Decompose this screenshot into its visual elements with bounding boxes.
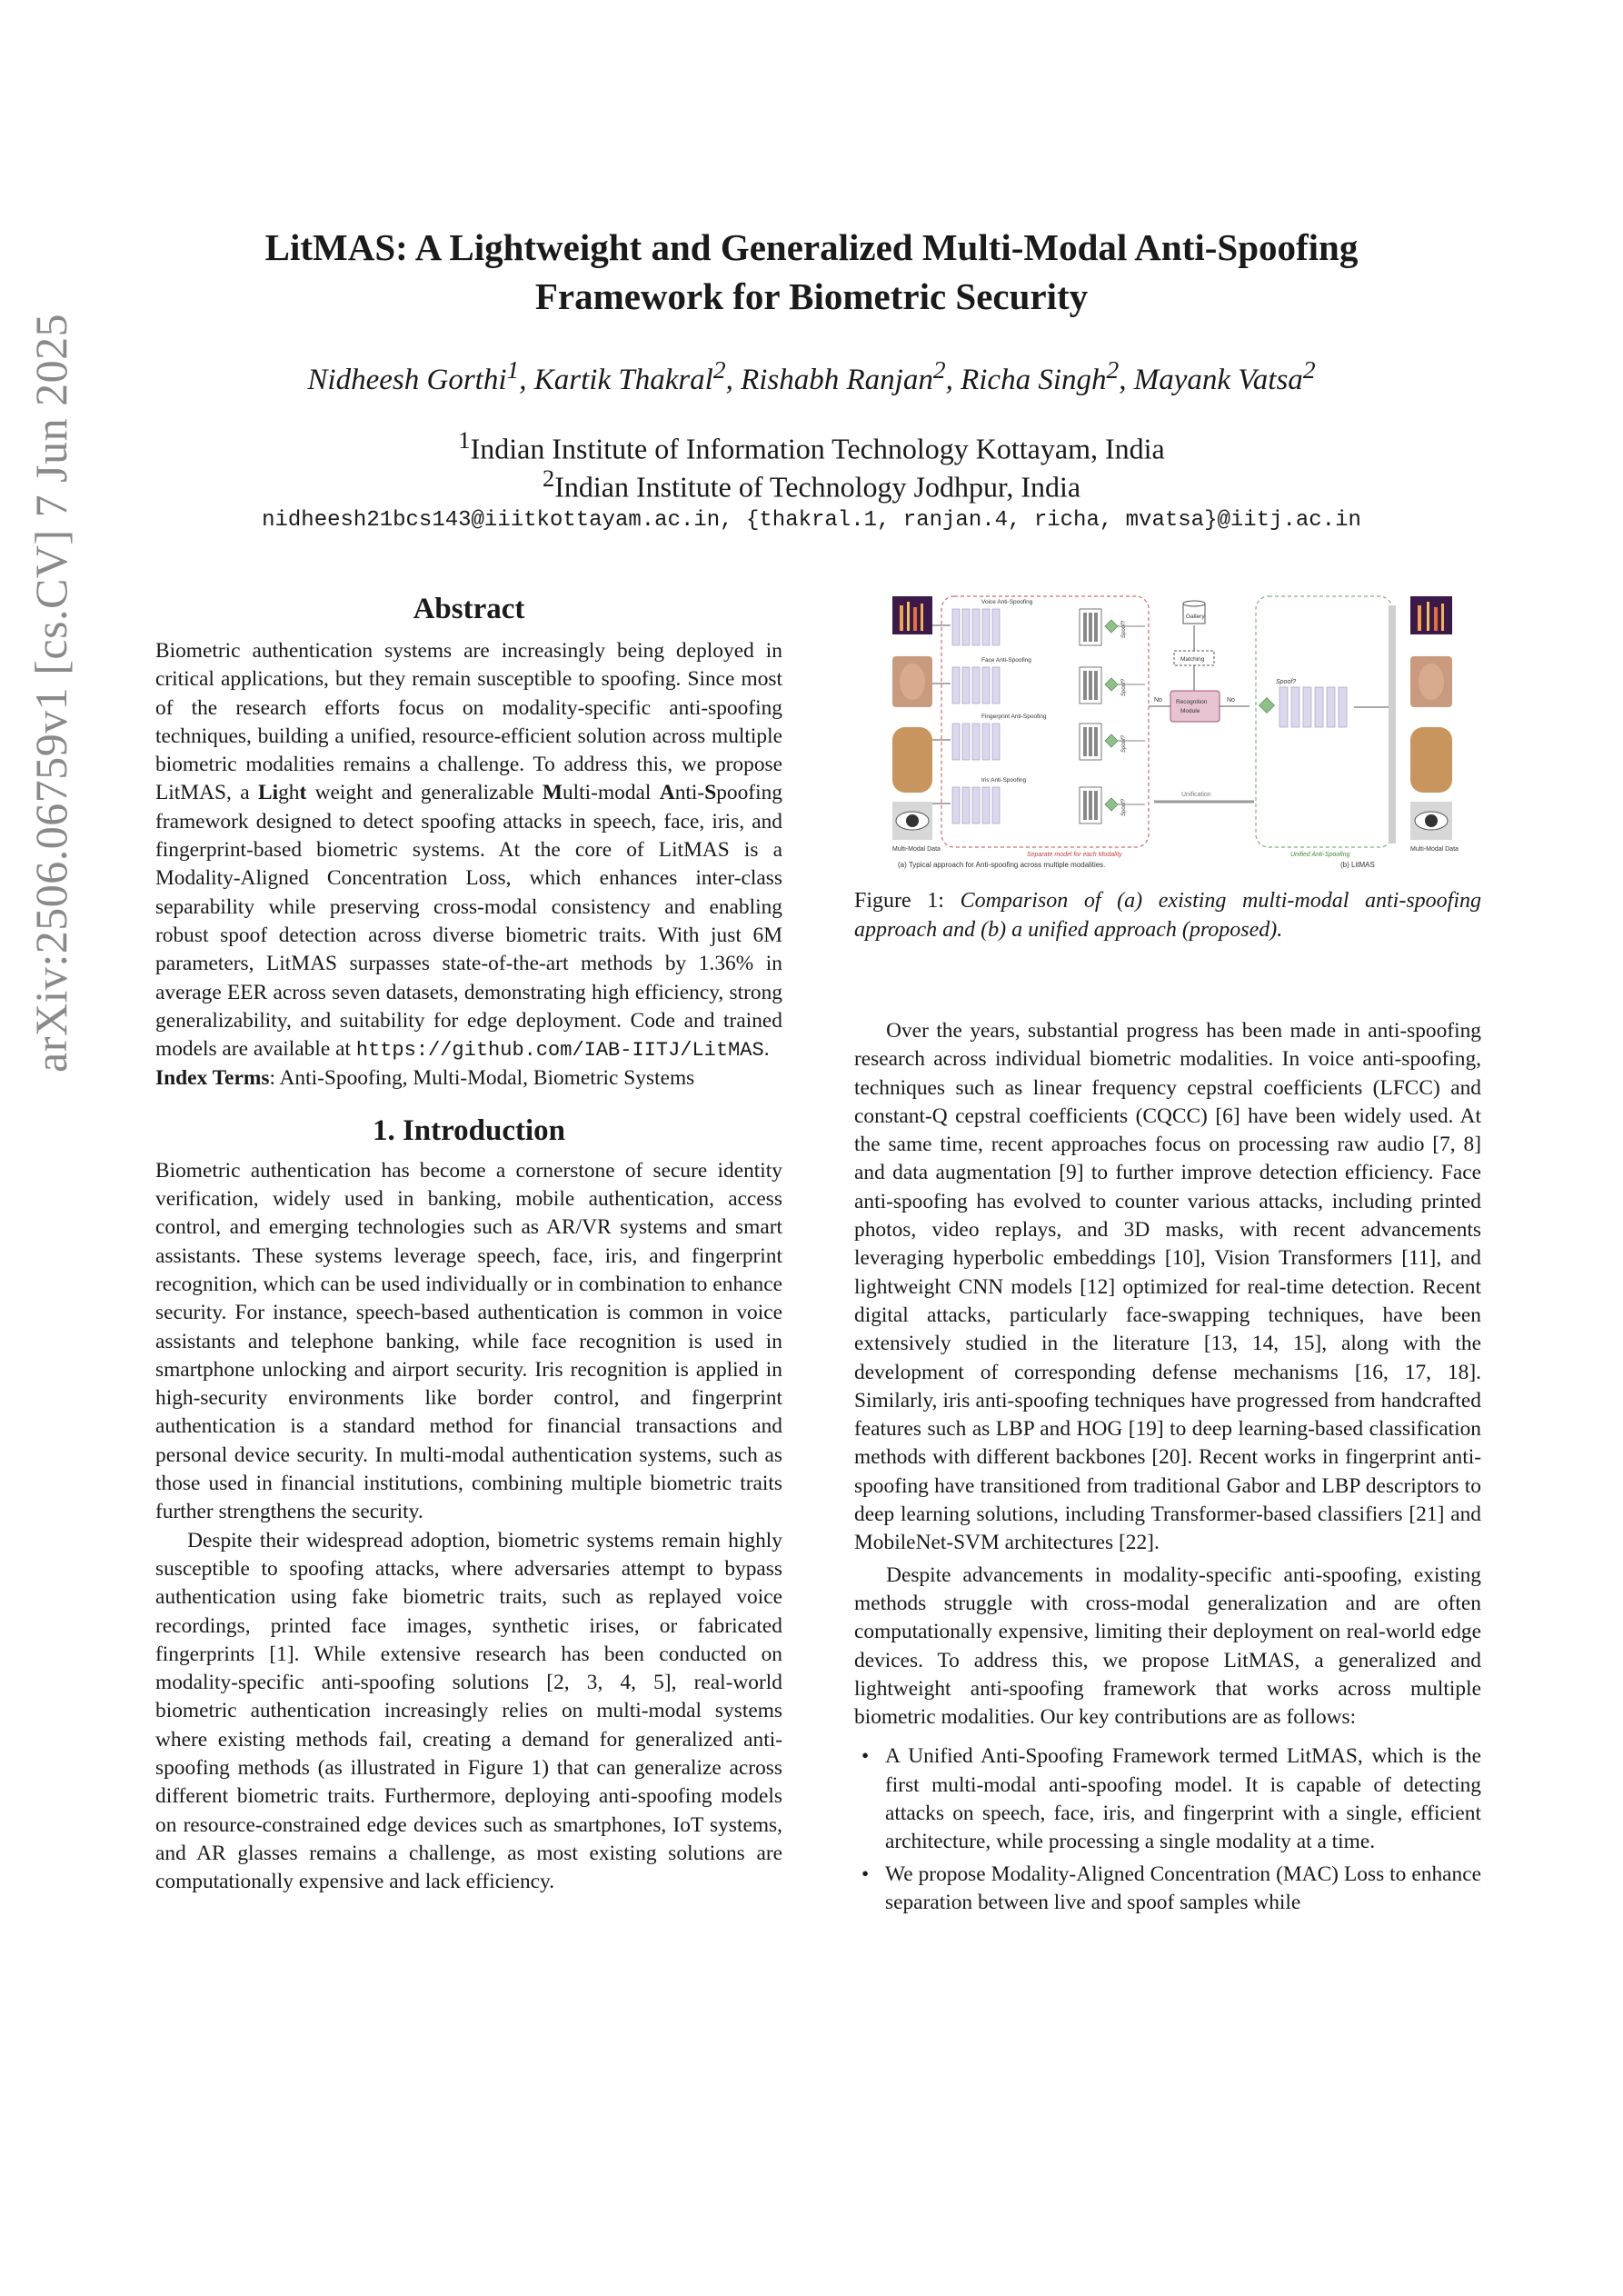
spoof-question: Spoof? [1121,734,1127,753]
title-line-1: LitMAS: A Lightweight and Generalized Multi-Modal Anti-Spoofing [264,226,1359,268]
classifier-bar [1083,671,1087,700]
affiliation-2: $^2$Indian Institute of Technology Jodhpur, India [542,464,1081,504]
gallery-label: Gallery [1186,614,1205,620]
spectrogram-image-right [1410,596,1452,634]
unified-encoder-block [1315,687,1323,727]
left-column [155,588,782,1896]
classifier-bar [1089,791,1092,820]
unified-encoder-block [1291,687,1299,727]
classifier-bar [1094,613,1098,642]
spoof-question: Spoof? [1121,798,1127,816]
unified-decision-icon [1260,698,1275,714]
intro-paragraph-1: Biometric authentication has become a cornerstone of secure identity verification, widely used in banking, mobile authentication, access control, and emerging technologies such as AR/VR systems and smart assistants. These systems leverage speech, face, iris, and fingerprint recognition, which can be used individually or in combination to enhance security. For instance, speech-based authentication is common in voice assistants and telephone banking, while face recognition is used in smartphone unlocking and airport security. Iris recognition is applied in high-security environments like border control, and fingerprint authentication is a standard method for financial transactions and personal device security. In multi-modal authentication systems, such as those used in financial institutions, combining multiple biometric traits further strengthens the security. [155,1158,782,1524]
subfigure-b-label: (b) LitMAS [1340,861,1375,869]
spoof-question: Spoof? [1121,620,1127,638]
encoder-block [972,787,980,824]
encoder-block [952,787,960,824]
abstract-heading: Abstract [413,593,525,625]
author: Nidheesh Gorthi$^1$ [307,355,520,396]
encoder-block [952,667,960,704]
encoder-block [982,667,990,704]
matching-label: Matching [1180,656,1205,663]
subfigure-a-label: (a) Typical approach for Anti-spoofing across multiple modalities. [898,861,1106,869]
encoder-block [982,724,990,760]
encoder-block [952,609,960,645]
spoof-question-unified: Spoof? [1276,679,1297,685]
encoder-block [992,667,1000,704]
unified-model-box [1256,596,1392,847]
figure-1-caption: Figure 1: Comparison of (a) existing multi-modal anti-spoofing approach and (b) a unified approach (proposed). [854,889,1482,942]
encoder-block [952,724,960,760]
contribution-item: • A Unified Anti-Spoofing Framework termed LitMAS, which is the first multi-modal anti-spoofing model. It is capable of detecting attacks on speech, face, iris, and fingerprint with a single, efficient architecture, while processing a single modality at a time. [854,1742,1481,1856]
branch-label: Iris Anti-Spoofing [981,777,1027,784]
intro-paragraph-4: Despite advancements in modality-specific anti-spoofing, existing methods struggle with cross-modal generalization and are often computationally expensive, limiting their deployment on real-world edge devices. To address this, we propose LitMAS, a generalized and lightweight anti-spoofing framework that works across multiple biometric modalities. Our key contributions are as follows: [854,1562,1481,1730]
unified-note: Unified Anti-Spoofing [1290,852,1350,858]
affiliation-1: $^1$Indian Institute of Information Technology Kottayam, India [458,426,1165,465]
recognition-module [1170,691,1220,722]
author: Richa Singh$^2$ [961,355,1120,396]
no-label-right: No [1227,697,1235,704]
encoder-block [982,787,990,824]
classifier-bar [1089,671,1092,700]
encoder-block [972,609,980,645]
figure-1-diagram [891,593,1481,870]
introduction-heading: 1. Introduction [372,1113,566,1147]
abstract-text: Biometric authentication systems are increasingly being deployed in critical applications, but they remain susceptible to spoofing. Since most of the research efforts focus on modality-specific anti-spoofing techniques, building a unified, resource-efficient solution across multiple biometric modalities remains a challenge. To address this, we propose LitMAS, a Light weight and generalizable Multi-modal Anti-Spoofing framework designed to detect spoofing attacks in speech, face, iris, and fingerprint-based biometric systems. At the core of LitMAS is a Modality-Aligned Concentration Loss, which enhances inter-class separability while preserving cross-modal consistency and enabling robust spoof detection across diverse biometric traits. With just 6M parameters, LitMAS surpasses state-of-the-art methods by 1.36% in average EER across seven datasets, demonstrating high efficiency, strong generalizability, and suitability for edge deployment. Code and trained models are available at https://github.com/IAB-IITJ/LitMAS. [155,639,782,1063]
encoder-block [962,787,970,824]
classifier-bar [1083,727,1087,756]
code-link[interactable]: https://github.com/IAB-IITJ/LitMAS [355,1039,764,1063]
encoder-block [992,609,1000,645]
unified-encoder-block [1279,687,1288,727]
encoder-block [962,724,970,760]
index-terms: Index Terms: Anti-Spoofing, Multi-Modal, Biometric Systems [155,1066,695,1091]
branch-label: Face Anti-Spoofing [981,657,1031,664]
unified-encoder-block [1339,687,1347,727]
encoder-block [992,724,1000,760]
classifier-bar [1089,613,1092,642]
contribution-item: • We propose Modality-Aligned Concentration (MAC) Loss to enhance separation between live and spoof samples while [854,1861,1481,1918]
fingerprint-image [892,727,932,793]
figure-1 [891,593,1481,870]
title-line-2: Framework for Biometric Security [534,275,1089,317]
right-data-label: Multi-Modal Data [1410,846,1459,853]
arxiv-identifier: arXiv:2506.06759v1 [cs.CV] 7 Jun 2025 [25,313,76,1073]
classifier-bar [1083,791,1087,820]
separate-models-note: Separate model for each Modality [1027,852,1122,858]
intro-paragraph-3: Over the years, substantial progress has been made in anti-spoofing research across individual biometric modalities. In voice anti-spoofing, techniques such as linear frequency cepstral coefficients (LFCC) and constant-Q cepstral coefficients (CQCC) [6] have been widely used. At the same time, recent approaches focus on processing raw audio [7, 8] and data augmentation [9] to further improve detection efficiency. Face anti-spoofing has evolved to counter various attacks, including printed photos, video replays, and 3D masks, with recent advancements leveraging hyperbolic embeddings [10], Vision Transformers [11], and lightweight CNN models [12] optimized for real-time detection. Recent digital attacks, particularly face-swapping techniques, have been extensively studied in the literature [13, 14, 15], along with the development of corresponding defense mechanisms [16, 17, 18]. Similarly, iris anti-spoofing techniques have progressed from handcrafted features such as LBP and HOG [19] to deep learning-based classification methods with different backbones [20]. Recent works in fingerprint anti-spoofing have transitioned from traditional Gabor and LBP descriptors to deep learning solutions, including Transformer-based classifiers [21] and MobileNet-SVM architectures [22]. [854,1019,1481,1555]
classifier-bar [1094,671,1098,700]
svg-text:Module: Module [1180,708,1200,714]
author-emails: nidheesh21bcs143@iiitkottayam.ac.in, {thakral.1, ranjan.4, richa, mvatsa}@iitj.ac.in [262,508,1361,533]
spoof-decision-icon [1105,798,1118,811]
unified-encoder-block [1327,687,1335,727]
input-bar [1389,605,1396,844]
encoder-block [962,609,970,645]
right-column [854,886,1481,1917]
classifier-bar [1089,727,1092,756]
unification-label: Unification [1181,792,1211,798]
classifier-bar [1094,727,1098,756]
branch-label: Fingerprint Anti-Spoofing [981,714,1047,720]
paper-title [173,223,1450,321]
encoder-block [962,667,970,704]
unified-encoder-block [1303,687,1311,727]
author-list: Nidheesh Gorthi$^1$, Kartik Thakral$^2$, Rishabh Ranjan$^2$, Richa Singh$^2$, Mayank Vatsa$^2$ [307,355,1316,396]
encoder-block [972,724,980,760]
spoof-decision-icon [1105,734,1118,747]
spoof-question: Spoof? [1121,678,1127,696]
svg-text:Recognition: Recognition [1176,699,1208,705]
classifier-bar [1094,791,1098,820]
no-label-left: No [1154,697,1162,704]
author: Rishabh Ranjan$^2$ [741,355,946,396]
classifier-bar [1083,613,1087,642]
encoder-block [992,787,1000,824]
encoder-block [972,667,980,704]
fingerprint-image-right [1410,727,1452,793]
spoof-decision-icon [1105,678,1118,691]
spectrogram-image [892,596,932,634]
spoof-decision-icon [1105,620,1118,633]
intro-paragraph-2: Despite their widespread adoption, biometric systems remain highly susceptible to spoofing attacks, where adversaries attempt to bypass authentication using fake biometric traits, such as replayed voice recordings, printed face images, synthetic irises, or fabricated fingerprints [1]. While extensive research has been conducted on modality-specific anti-spoofing solutions [2, 3, 4, 5], real-world biometric authentication increasingly relies on multi-modal systems where existing methods fail, creating a demand for generalized anti-spoofing methods (as illustrated in Figure 1) that can generalize across different biometric traits. Furthermore, deploying anti-spoofing models on resource-constrained edge devices such as smartphones, IoT systems, and AR glasses remains a challenge, as most existing solutions are computationally expensive and lack efficiency. [155,1528,782,1894]
author: Mayank Vatsa$^2$ [1133,355,1316,396]
unified-backbone [1260,687,1389,727]
author: Kartik Thakral$^2$ [533,355,726,396]
left-data-label: Multi-Modal Data [892,846,941,853]
contributions-list [854,1742,1481,1917]
encoder-block [982,609,990,645]
branch-label: Voice Anti-Spoofing [981,599,1033,605]
